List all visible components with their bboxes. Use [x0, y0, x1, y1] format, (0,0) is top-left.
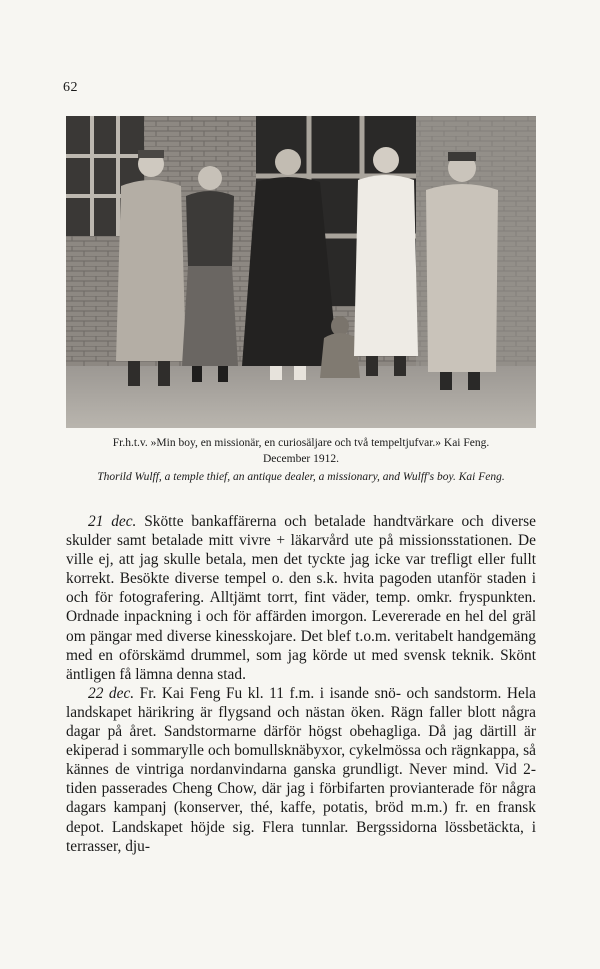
person-1 — [116, 150, 186, 386]
entry-text: Fr. Kai Feng Fu kl. 11 f.m. i isande snö- och sandstorm. Hela landskapet härikring är flygsand och nästan öken. Rägn faller blott några dagar på året. Sandstormarne därför högst obehagliga. Då jag därtill är ekiperad i sommarylle och bomullsknäbyxor, cykelmössa och rägnkappa, så kännes de vintriga nordanvindarna ganska grundligt. Never mind. Vid 2-tiden passerades Cheng Chow, där jag i förbifarten provianterade för några dagars kampanj (konserver, thé, kaffe, potatis, bröd m.m.) fr. en fransk depot. Landskapet höjde sig. Flera tunnlar. Bergssidorna lössbetäckta, i terrasser, dju- — [66, 684, 536, 855]
photo-caption-swedish — [66, 435, 536, 467]
diary-entry-paragraph — [66, 684, 536, 856]
entry-text: Skötte bankaffärerna och betalade handtvärkare och diverse skulder samt betalade mitt vivre + läkarvård ute på missionsstationen. De ville ej, att jag skulle betala, men det tyckte jag icke var trefligt eller fullt korrekt. Besökte diverse tempel o. den s.k. hvita pagoden utanför staden i och för fotografering. Alltjämt torrt, fint väder, temp. omkr. fryspunkten. Ordnade inpackning i och för affärden imorgon. Levererade en hel del gräl om pängar med diverse kinesskojare. Det blef t.o.m. veritabelt handgemäng med en oförskämd drummel, som jag körde ut med svensk teknik. Skönt äntligen få lämna denna stad. — [66, 513, 536, 683]
group-photograph — [66, 116, 536, 428]
photo-illustration — [66, 116, 536, 428]
photo-caption-english: Thorild Wulff, a temple thief, an antique dealer, a missionary, and Wulff's boy. Kai Feng. — [97, 471, 505, 483]
diary-text — [66, 512, 536, 856]
person-5 — [426, 152, 498, 390]
entry-date: 22 dec. — [88, 684, 135, 702]
person-4 — [354, 147, 418, 376]
diary-entry-paragraph — [66, 512, 536, 684]
entry-date: 21 dec. — [88, 513, 137, 530]
caption-line-1: Fr.h.t.v. »Min boy, en missionär, en curiosäljare och två tempeltjufvar.» Kai Feng. — [112, 437, 490, 449]
person-2 — [182, 166, 238, 382]
page-number: 62 — [63, 80, 78, 95]
caption-line-2: December 1912. — [263, 453, 339, 465]
